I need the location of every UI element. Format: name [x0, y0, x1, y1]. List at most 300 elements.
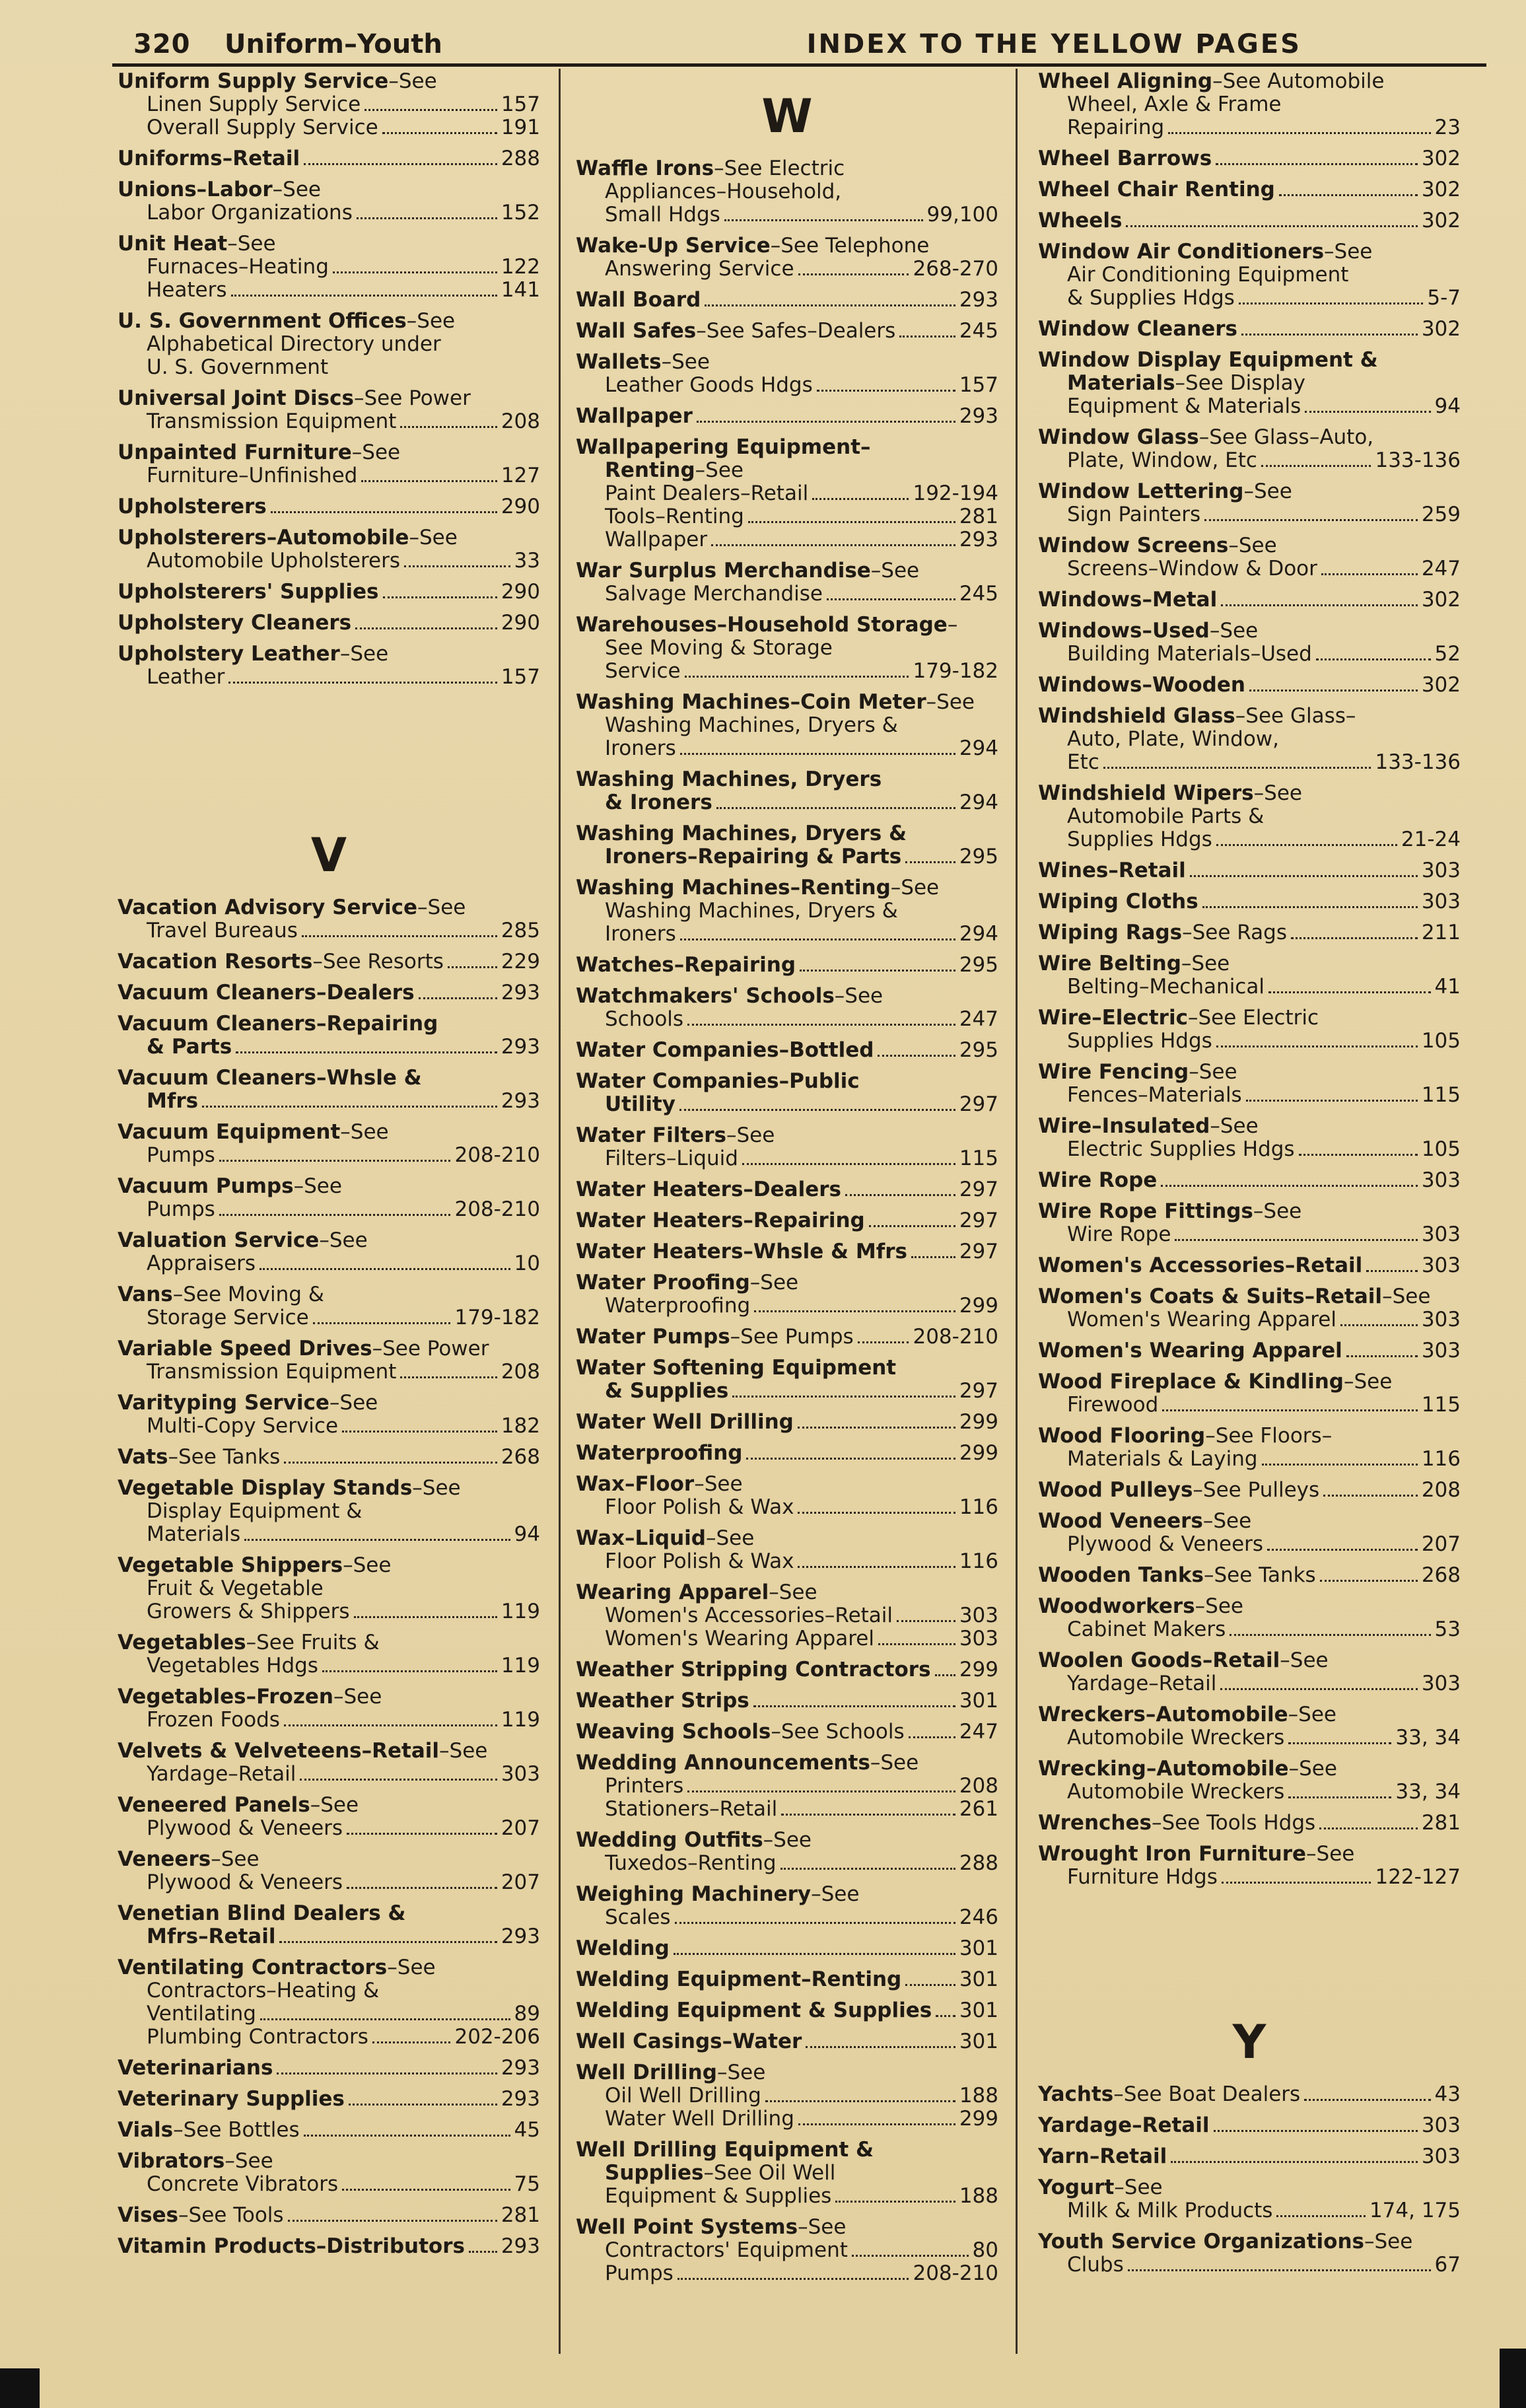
entry-line — [576, 405, 998, 428]
dot-leader — [897, 1620, 955, 1622]
dot-leader — [1216, 163, 1418, 165]
heading-text: Weather Stripping Contractors — [576, 1658, 931, 1682]
reference-text: –See — [340, 1120, 389, 1144]
dot-leader — [899, 336, 955, 337]
index-entry — [576, 1070, 998, 1116]
reference-text: –See — [1228, 534, 1277, 557]
heading-text: Wiping Cloths — [1038, 890, 1198, 913]
dot-leader — [1171, 2161, 1418, 2163]
heading-text: Washing Machines, Dryers — [576, 767, 882, 791]
entry-line — [1038, 751, 1461, 774]
entry-line — [576, 351, 998, 374]
reference-text: Answering Service — [605, 257, 794, 281]
page-reference: 152 — [501, 201, 540, 225]
heading-text: Welding Equipment & Supplies — [576, 1999, 932, 2022]
page-reference: 202-206 — [454, 2025, 540, 2049]
index-entry — [1038, 674, 1461, 697]
page-reference: 259 — [1421, 503, 1461, 526]
entry-line — [576, 1550, 998, 1573]
entry-line — [118, 1415, 540, 1438]
reference-text: –See Pulleys — [1193, 1478, 1320, 1502]
heading-text: Wire Rope — [1038, 1168, 1158, 1192]
entry-line — [118, 116, 540, 139]
index-entry — [118, 1740, 540, 1786]
dot-leader — [277, 2072, 497, 2074]
index-entry — [118, 2150, 540, 2196]
entry-line — [1038, 1061, 1461, 1084]
reference-text: Furnaces–Heating — [147, 255, 329, 279]
heading-text: Uniform Supply Service — [118, 69, 389, 93]
reference-text: –See — [1324, 240, 1373, 264]
index-column-3 — [1038, 70, 1461, 2284]
dot-leader — [260, 2018, 510, 2020]
page-reference: 207 — [1421, 1532, 1461, 1556]
index-entry — [118, 896, 540, 942]
entry-line — [576, 614, 998, 637]
reference-text: –See — [1195, 1594, 1243, 1618]
reference-text: –See Moving & — [172, 1283, 324, 1306]
reference-text: –See — [343, 1553, 392, 1577]
reference-text: –See — [339, 642, 389, 666]
entry-line — [1038, 372, 1461, 395]
heading-text: Woodworkers — [1038, 1594, 1195, 1618]
index-entry — [576, 2061, 998, 2131]
index-entry — [118, 1337, 540, 1384]
reference-text: Firewood — [1067, 1393, 1159, 1417]
heading-text: Vegetables–Frozen — [118, 1685, 333, 1709]
entry-line — [118, 410, 540, 433]
heading-text: Windshield Glass — [1038, 704, 1235, 728]
reference-text: Plumbing Contractors — [147, 2025, 368, 2049]
entry-line — [576, 258, 998, 281]
dot-leader — [469, 2251, 497, 2253]
heading-text: & Supplies — [605, 1379, 729, 1403]
entry-line — [1038, 674, 1461, 697]
page-reference: 115 — [1421, 1393, 1461, 1417]
reference-text: Transmission Equipment — [147, 409, 397, 433]
page-reference: 294 — [959, 736, 998, 760]
index-entry — [118, 1283, 540, 1329]
dot-leader — [878, 1055, 955, 1057]
page-reference: 119 — [501, 1654, 540, 1678]
entry-line — [576, 1689, 998, 1713]
index-entry — [576, 1240, 998, 1263]
dot-leader — [231, 295, 497, 297]
heading-text: Wire Belting — [1038, 952, 1181, 975]
reference-text: –See — [211, 1847, 260, 1871]
page-reference: 179-182 — [454, 1306, 540, 1329]
reference-text: Women's Wearing Apparel — [1067, 1308, 1336, 1331]
index-entry — [118, 178, 540, 225]
heading-text: War Surplus Merchandise — [576, 559, 871, 583]
entry-line — [118, 1902, 540, 1925]
entry-line — [1038, 2114, 1461, 2137]
heading-text: Weather Strips — [576, 1689, 749, 1713]
index-entry — [118, 1229, 540, 1275]
page-reference: 303 — [959, 1604, 998, 1627]
index-entry — [1038, 1169, 1461, 1192]
entry-line — [1038, 1339, 1461, 1363]
reference-text: Linen Supply Service — [147, 92, 361, 116]
page-reference: 174, 175 — [1369, 2199, 1461, 2222]
page-reference: 303 — [1421, 1308, 1461, 1331]
entry-line — [576, 1496, 998, 1519]
heading-text: Wheel Aligning — [1038, 69, 1213, 93]
dot-leader — [754, 1310, 955, 1312]
index-entry — [118, 1477, 540, 1546]
entry-line — [576, 2061, 998, 2084]
index-entry — [118, 1392, 540, 1438]
reference-text: Fences–Materials — [1067, 1083, 1242, 1107]
heading-text: Vacuum Pumps — [118, 1174, 294, 1198]
index-entry — [576, 1720, 998, 1744]
page-reference: 247 — [959, 1720, 998, 1744]
page-reference: 41 — [1434, 975, 1461, 999]
index-entry — [576, 691, 998, 760]
index-entry — [576, 822, 998, 868]
index-entry — [1038, 1843, 1461, 1889]
dot-leader — [817, 390, 955, 392]
entry-line — [576, 459, 998, 482]
page-reference: 293 — [501, 2234, 540, 2258]
page-reference: 301 — [959, 2030, 998, 2053]
entry-line — [576, 180, 998, 203]
entry-line — [576, 845, 998, 868]
entry-line — [1038, 2253, 1461, 2277]
entry-line — [118, 581, 540, 604]
entry-line — [1038, 178, 1461, 201]
page-reference: 208 — [1421, 1478, 1461, 1502]
index-entry — [576, 1357, 998, 1403]
dot-leader — [219, 1214, 451, 1216]
entry-line — [576, 2084, 998, 2107]
heading-text: Washing Machines–Renting — [576, 876, 891, 900]
dot-leader — [674, 1953, 955, 1955]
index-entry — [576, 2216, 998, 2285]
reference-text: Pumps — [147, 1143, 215, 1167]
page-number: 320 — [133, 29, 191, 59]
page-reference: 290 — [501, 495, 540, 518]
page-reference: 281 — [959, 505, 998, 528]
heading-text: Warehouses–Household Storage — [576, 613, 948, 637]
reference-text: –See — [293, 1174, 342, 1198]
dot-leader — [705, 304, 955, 306]
entry-line — [118, 1577, 540, 1600]
dot-leader — [1221, 604, 1418, 606]
heading-text: Well Point Systems — [576, 2215, 798, 2239]
page-reference: 281 — [501, 2203, 540, 2227]
dot-leader — [724, 219, 923, 221]
heading-text: Vacuum Equipment — [118, 1120, 341, 1144]
page-reference: 208 — [959, 1774, 998, 1798]
index-entry — [118, 1012, 540, 1059]
heading-text: Vacation Advisory Service — [118, 896, 418, 919]
reference-text: Scales — [605, 1905, 671, 1929]
entry-line — [1038, 1115, 1461, 1138]
dot-leader — [858, 1341, 909, 1343]
heading-text: Women's Accessories–Retail — [1038, 1254, 1363, 1277]
reference-text: –See — [319, 1228, 368, 1252]
dot-leader — [742, 1163, 955, 1165]
index-entry — [1038, 426, 1461, 472]
reference-text: –See — [412, 1476, 461, 1500]
index-entry — [576, 1411, 998, 1434]
entry-line — [118, 1554, 540, 1577]
page-reference: 295 — [959, 953, 998, 977]
entry-line — [118, 93, 540, 116]
page-reference: 297 — [959, 1240, 998, 1263]
dot-leader — [935, 1674, 955, 1676]
column-divider — [559, 69, 561, 2354]
index-entry — [118, 147, 540, 170]
reference-text: Schools — [605, 1007, 684, 1031]
reference-text: –See — [333, 1685, 382, 1709]
reference-text: –See — [716, 2061, 766, 2084]
heading-text: Ventilating Contractors — [118, 1956, 388, 1979]
dot-leader — [271, 511, 497, 513]
page-reference: 301 — [959, 1936, 998, 1960]
page-reference: 293 — [501, 1925, 540, 1948]
entry-line — [1038, 209, 1461, 232]
reference-text: Overall Supply Service — [147, 116, 378, 139]
reference-text: Small Hdgs — [605, 203, 720, 227]
entry-line — [576, 768, 998, 791]
reference-text: –See — [439, 1739, 488, 1763]
page-reference: 293 — [501, 1089, 540, 1113]
reference-text: Washing Machines, Dryers & — [605, 713, 898, 737]
page-reference: 301 — [959, 1999, 998, 2022]
heading-text: Wax–Liquid — [576, 1526, 706, 1550]
reference-text: Screens–Window & Door — [1067, 557, 1317, 581]
entry-line — [576, 1124, 998, 1147]
entry-line — [1038, 503, 1461, 526]
reference-text: Automobile Wreckers — [1067, 1780, 1285, 1804]
entry-line — [1038, 1812, 1461, 1835]
dot-leader — [1246, 1100, 1418, 1102]
entry-line — [118, 310, 540, 333]
page-reference: 293 — [959, 528, 998, 551]
page-reference: 297 — [959, 1209, 998, 1232]
entry-line — [576, 1999, 998, 2022]
reference-text: Plywood & Veneers — [147, 1816, 343, 1840]
entry-line — [576, 203, 998, 227]
reference-text: –See Oil Well — [703, 2161, 836, 2185]
entry-line — [576, 1798, 998, 1821]
entry-line — [1038, 1308, 1461, 1331]
heading-text: Unpainted Furniture — [118, 441, 352, 464]
page-reference: 293 — [501, 2087, 540, 2111]
entry-line — [118, 232, 540, 256]
dot-leader — [383, 596, 497, 598]
heading-text: Waffle Irons — [576, 157, 714, 180]
entry-line — [576, 714, 998, 737]
reference-text: Materials & Laying — [1067, 1447, 1258, 1471]
dot-leader — [1128, 2269, 1431, 2271]
dot-leader — [322, 1670, 497, 1672]
heading-text: Windows–Wooden — [1038, 673, 1245, 697]
heading-text: Uniforms–Retail — [118, 147, 300, 170]
index-entry — [1038, 318, 1461, 341]
index-entry — [1038, 70, 1461, 139]
index-entry — [1038, 890, 1461, 913]
index-entry — [1038, 2176, 1461, 2222]
page-reference: 33 — [514, 549, 540, 573]
reference-text: –See — [1209, 619, 1259, 643]
reference-text: Ironers — [605, 922, 676, 946]
dot-leader — [697, 421, 955, 423]
reference-text: –See Power — [353, 386, 471, 410]
page-reference: 290 — [501, 580, 540, 604]
dot-leader — [680, 938, 955, 940]
entry-line — [118, 70, 540, 93]
heading-text: Wood Fireplace & Kindling — [1038, 1370, 1344, 1394]
entry-line — [1038, 890, 1461, 913]
heading-text: Window Display Equipment & — [1038, 348, 1378, 372]
reference-text: –See Pumps — [730, 1325, 854, 1349]
entry-line — [118, 643, 540, 666]
page-reference: 208-210 — [913, 2261, 998, 2285]
page-reference: 303 — [1421, 890, 1461, 913]
dot-leader — [304, 2135, 510, 2137]
reference-text: –See Glass–Auto, — [1198, 425, 1374, 449]
entry-line — [1038, 1007, 1461, 1030]
dot-leader — [687, 1024, 955, 1026]
index-title: INDEX TO THE YELLOW PAGES — [806, 29, 1301, 59]
dot-leader — [1249, 690, 1418, 691]
index-entry — [576, 157, 998, 227]
entry-line — [118, 1283, 540, 1306]
reference-text: –See — [1253, 1199, 1302, 1223]
page-reference: 299 — [959, 2107, 998, 2131]
entry-line — [118, 1925, 540, 1948]
entry-line — [118, 387, 540, 410]
section-spacer — [118, 697, 540, 809]
reference-text: –See — [1181, 952, 1230, 975]
heading-text: Vegetables — [118, 1631, 246, 1654]
page-reference: 295 — [959, 1038, 998, 1062]
heading-text: Wire Rope Fittings — [1038, 1199, 1253, 1223]
dot-leader — [798, 1566, 955, 1568]
reference-text: Oil Well Drilling — [605, 2084, 761, 2107]
entry-line — [1038, 70, 1461, 93]
index-entry — [118, 387, 540, 433]
page-reference: 208-210 — [454, 1197, 540, 1221]
entry-line — [576, 876, 998, 900]
index-entry — [118, 612, 540, 635]
dot-leader — [1316, 658, 1431, 660]
dot-leader — [260, 1268, 510, 1270]
reference-text: –See Tanks — [168, 1445, 281, 1469]
heading-text: Watches–Repairing — [576, 953, 796, 977]
page-reference: 293 — [501, 981, 540, 1005]
dot-leader — [936, 2015, 955, 2017]
reference-text: –See Glass– — [1235, 704, 1356, 728]
page-reference: 303 — [1421, 2144, 1461, 2168]
index-entry — [1038, 1115, 1461, 1161]
page-reference: 157 — [959, 373, 998, 397]
reference-text: –See — [705, 1526, 755, 1550]
entry-line — [118, 256, 540, 279]
reference-text: –See — [661, 350, 710, 374]
reference-text: –See Power — [372, 1337, 489, 1361]
index-entry — [1038, 2145, 1461, 2168]
entry-line — [1038, 828, 1461, 851]
index-entry — [1038, 480, 1461, 526]
index-entry — [118, 1956, 540, 2049]
page-reference: 302 — [1421, 673, 1461, 697]
reference-text: Etc — [1067, 750, 1099, 774]
entry-line — [1038, 1285, 1461, 1308]
page-reference: 303 — [1421, 1254, 1461, 1277]
heading-text: Washing Machines–Coin Meter — [576, 690, 926, 714]
reference-text: See Moving & Storage — [605, 636, 833, 660]
index-entry — [1038, 952, 1461, 999]
heading-text: Washing Machines, Dryers & — [576, 822, 907, 845]
index-entry — [118, 2119, 540, 2142]
dot-leader — [361, 480, 497, 482]
page-reference: 281 — [1421, 1811, 1461, 1835]
reference-text: Tools–Renting — [605, 505, 744, 528]
dot-leader — [1288, 1742, 1391, 1744]
reference-text: Furniture Hdgs — [1067, 1865, 1218, 1889]
index-entry — [118, 310, 540, 379]
index-entry — [118, 1446, 540, 1469]
entry-line — [1038, 1479, 1461, 1502]
index-entry — [118, 1067, 540, 1113]
index-entry — [1038, 2083, 1461, 2106]
reference-text: Appraisers — [147, 1252, 256, 1275]
entry-line — [1038, 1672, 1461, 1695]
heading-text: Wallpapering Equipment– — [576, 435, 871, 459]
index-entry — [576, 614, 998, 683]
index-entry — [1038, 1285, 1461, 1331]
reference-text: –See Fruits & — [246, 1631, 380, 1654]
reference-text: –See — [409, 526, 458, 549]
dot-leader — [448, 966, 497, 968]
heading-text: Wooden Tanks — [1038, 1563, 1204, 1587]
index-entry — [118, 1685, 540, 1732]
page-reference: 89 — [514, 2002, 540, 2026]
reference-text: –See — [834, 984, 884, 1008]
entry-line — [118, 1871, 540, 1894]
dot-leader — [852, 2255, 969, 2257]
entry-line — [576, 1604, 998, 1627]
entry-line — [576, 1752, 998, 1775]
heading-text: Vises — [118, 2203, 179, 2227]
reference-text: –See — [890, 876, 940, 900]
reference-text: Auto, Plate, Window, — [1067, 727, 1280, 751]
index-entry — [118, 2204, 540, 2227]
heading-text: Veterinarians — [118, 2056, 273, 2080]
entry-line — [1038, 921, 1461, 944]
index-entry — [118, 581, 540, 604]
reference-text: –See — [1306, 1842, 1355, 1866]
heading-text: Windows–Metal — [1038, 588, 1218, 612]
entry-line — [1038, 349, 1461, 372]
reference-text: Paint Dealers–Retail — [605, 481, 809, 505]
entry-line — [1038, 480, 1461, 503]
reference-text: Printers — [605, 1774, 684, 1798]
entry-line — [1038, 1703, 1461, 1726]
index-entry — [576, 1999, 998, 2022]
dot-leader — [1261, 465, 1371, 467]
index-entry — [1038, 1703, 1461, 1750]
entry-line — [118, 356, 540, 379]
index-entry — [118, 526, 540, 573]
dot-leader — [798, 273, 909, 275]
entry-line — [118, 1956, 540, 1979]
page-reference: 105 — [1421, 1137, 1461, 1161]
